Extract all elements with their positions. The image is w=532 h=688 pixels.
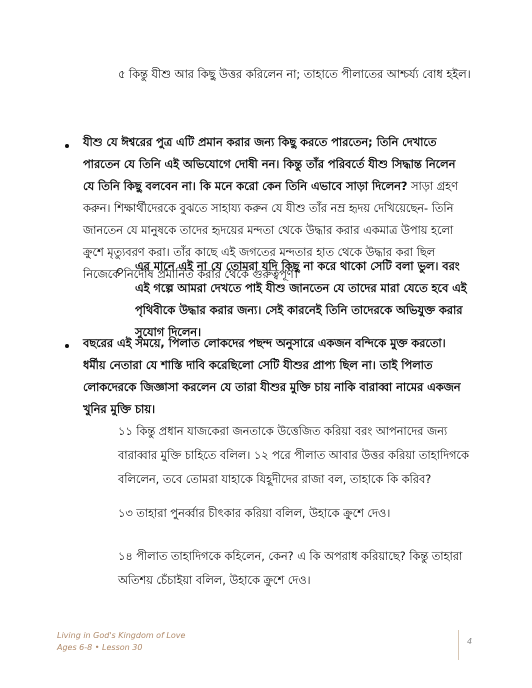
bullet-marker: [65, 344, 69, 348]
sub-bullet-marker: [117, 268, 123, 274]
verse-14: ১৪ পীলাত তাহাদিগকে কহিলেন, কেন? এ কি অপরাধ করিয়াছে? কিন্তু তাহারা অতিশয় চেঁচাইয়া বলিল, উহাকে ক্রুশে দেও।: [118, 550, 463, 587]
footer-title: Living in God's Kingdom of Love: [57, 631, 186, 640]
footer-lesson: Ages 6-8 • Lesson 30: [57, 643, 143, 652]
verse-13: ১৩ তাহারা পুনর্ব্বার চীৎকার করিয়া বলিল, উহাকে ক্রুশে দেও।: [118, 507, 391, 520]
bullet-1-guidance: সাড়া গ্রহণ করুন। শিক্ষার্থীদেরকে বুঝতে সাহায্য করুন যে যীশু তাঁর নম্র হৃদয় দেখিয়েছেন- তিনি জানতেন যে মানুষকে তাদের হৃদয়ের মন্দতা থেকে উদ্ধার করার একমাত্র উপায় হলো ক্রুশে মৃত্যুবরণ করা। তাঁর কাছে এই জগতের মন্দতার হাত থেকে উদ্ধার করা ছিল নিজেকে নির্দোষ প্রমানিত করার থেকে গুরুত্বপূর্ণ।: [83, 180, 458, 281]
bullet-marker: [65, 144, 69, 148]
bullet-2: বছরের এই সময়ে, পিলাত লোকদের পছন্দ অনুসারে একজন বন্দিকে মুক্ত করতো। ধর্মীয় নেতারা যে শাস্তি দাবি করেছিলো সেটি যীশুর প্রাপ্য ছিল না। তাই পিলাত লোকদেরকে জিজ্ঞাসা করলেন যে তারা যীশুর মুক্তি চায় নাকি বারাব্বা নামের একজন খুনির মুক্তি চায়।: [83, 337, 461, 416]
verse-5: ৫ কিন্তু যীশু আর কিছু উত্তর করিলেন না; তাহাতে পীলাতের আশ্চর্য্য বোধ হইল।: [118, 68, 471, 81]
page-number: 4: [467, 637, 473, 646]
verse-11-12: ১১ কিন্তু প্রধান যাজকেরা জনতাকে উত্তেজিত করিয়া বরং আপনাদের জন্য বারাব্বার মুক্তি চাহিতে বলিল। ১২ পরে পীলাত আবার উত্তর করিয়া তাহাদিগকে বলিলেন, তবে তোমরা যাহাকে যিহূদীদের রাজা বল, তাহাকে কি করিব?: [118, 425, 469, 486]
page-footer: [57, 630, 185, 654]
bullet-1-question: যীশু যে ঈশ্বরের পুত্র এটি প্রমান করার জন্য কিছু করতে পারতেন; তিনি দেখাতে পারতেন যে তিনি এই অভিযোগে দোষী নন। কিন্তু তাঁর পরিবর্তে যীশু সিদ্ধান্ত নিলেন যে তিনি কিছু বলবেন না। কি মনে করো কেন তিনি এভাবে সাড়া দিলেন?: [83, 136, 456, 193]
footer-divider: [458, 630, 459, 660]
sub-bullet-1: এর মানে এই না যে তোমরা যদি কিছু না করে থাকো সেটি বলা ভুল। বরং এই গল্পে আমরা দেখতে পাই যীশু জানতেন যে তাদের মারা যেতে হবে এই পৃথিবীকে উদ্ধার করার জন্য। সেই কারনেই তিনি তাদেরকে অভিযুক্ত করার সুযোগ দিলেন।: [135, 260, 467, 339]
